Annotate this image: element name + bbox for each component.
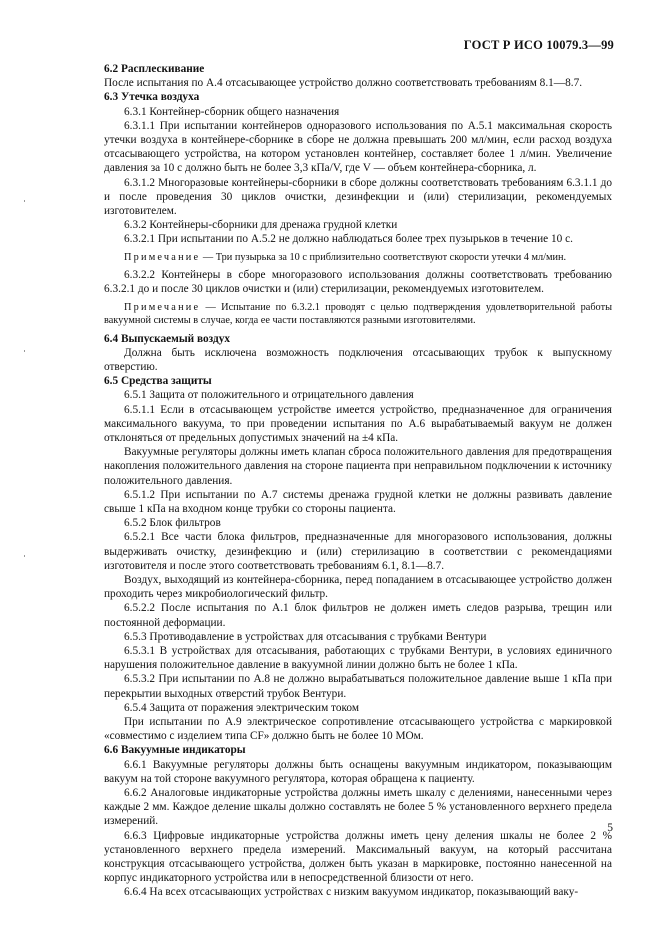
note-label: Примечание <box>124 251 201 263</box>
paragraph: Вакуумные регуляторы должны иметь клапан сброса положительного давления для предотвращения накопления положительного давления на стороне пациента при неправильном подключении к источнику положительного давления. <box>104 446 612 487</box>
note-label: Примечание <box>124 301 201 313</box>
section-heading: 6.2 Расплескивание <box>104 63 205 75</box>
paragraph: После испытания по А.4 отсасывающее устройство должно соответствовать требованиям 8.1—8.7. <box>104 77 583 90</box>
paragraph: 6.5.1.1 Если в отсасывающем устройстве имеется устройство, предназначенное для ограничения максимального вакуума, то при проведении испытания по А.6 вырабатываемый вакуум не должен отклоняться от предельных допустимых значений на ±4 кПа. <box>104 403 612 444</box>
paragraph: 6.3.1.1 При испытании контейнеров одноразового использования по А.5.1 максимальная скорость утечки воздуха в контейнере-сборнике в сборе не должна превышать 200 мл/мин, если расход воздуха отсасывающего устройства, на котором установлен контейнер, составляет более 1 л/мин. Увеличение давления за 10 с должно быть не более 3,3 кПа/V, где V — объем контейнера-сборника, л. <box>104 119 612 175</box>
note-text: — Испытание по 6.3.2.1 проводят с целью подтверждения удовлетворительной работы вакуумной системы в случае, когда ее части поставляются разными изготовителями. <box>104 301 612 327</box>
page-number: 5 <box>607 822 613 834</box>
paragraph: 6.6.4 На всех отсасывающих устройствах с низким вакуумом индикатор, показывающий ваку- <box>124 886 579 899</box>
section-heading: 6.6 Вакуумные индикаторы <box>104 744 246 757</box>
note <box>104 251 612 265</box>
document-body <box>104 62 612 900</box>
section-heading: 6.5 Средства защиты <box>104 375 212 388</box>
paragraph: Должна быть исключена возможность подключения отсасывающих трубок к выпускному отверстию. <box>104 346 612 373</box>
section-heading: 6.4 Выпускаемый воздух <box>104 332 230 345</box>
paragraph: 6.5.2.2 После испытания по А.1 блок фильтров не должен иметь следов разрыва, трещин или постоянной деформации. <box>104 602 612 629</box>
paragraph: 6.5.3.2 При испытании по А.8 не должно вырабатываться положительное давление выше 1 кПа при перекрытии выходных отверстий трубок Вентури. <box>104 673 612 700</box>
note-text: — Три пузырька за 10 с приблизительно соответствуют скорости утечки 4 мл/мин. <box>200 251 567 263</box>
paragraph: 6.6.3 Цифровые индикаторные устройства должны иметь цену деления шкалы не более 2 % установленного верхнего предела измерений. Максимальный вакуум, на который рассчитана конструкция отсасывающего устройства, должен быть указан в маркировке, постоянно нанесенной на корпус индикаторного устройства или в непосредственной близости от него. <box>104 829 612 885</box>
scan-mark <box>24 200 25 202</box>
paragraph: 6.5.2 Блок фильтров <box>124 517 221 530</box>
scan-mark <box>24 350 25 352</box>
section-heading: 6.3 Утечка воздуха <box>104 91 200 104</box>
paragraph: При испытании по А.9 электрическое сопротивление отсасывающего устройства с маркировкой «совместимо с изделием типа CF» должно быть не более 10 МОм. <box>104 716 612 743</box>
scan-mark <box>24 555 25 557</box>
paragraph: 6.5.3 Противодавление в устройствах для отсасывания с трубками Вентури <box>124 630 487 643</box>
paragraph: 6.3.2.2 Контейнеры в сборе многоразового использования должны соответствовать требованию 6.3.2.1 до и после 30 циклов очистки и (или) стерилизации, рекомендуемых изготовителем. <box>104 269 612 296</box>
paragraph: 6.5.2.1 Все части блока фильтров, предназначенные для многоразового использования, должны выдерживать очистку, дезинфекцию и (или) стерилизацию в соответствии с рекомендациями изготовителя и после этого соответствовать требованиям 6.1, 8.1—8.7. <box>104 531 612 572</box>
paragraph: 6.3.1 Контейнер-сборник общего назначения <box>124 105 340 118</box>
paragraph: 6.6.1 Вакуумные регуляторы должны быть оснащены вакуумным индикатором, показывающим вакуум на той стороне вакуумного регулятора, которая обращена к пациенту. <box>104 758 612 785</box>
paragraph: 6.6.2 Аналоговые индикаторные устройства должны иметь шкалу с делениями, нанесенными через каждые 2 мм. Каждое деление шкалы должно составлять не более 5 % установленного верхнего предела измерений. <box>104 787 612 828</box>
paragraph: 6.5.1 Защита от положительного и отрицательного давления <box>124 389 414 402</box>
paragraph: 6.5.1.2 При испытании по А.7 системы дренажа грудной клетки не должны развивать давление свыше 1 кПа на входном конце трубки со стороны пациента. <box>104 488 612 515</box>
paragraph: 6.3.1.2 Многоразовые контейнеры-сборники в сборе должны соответствовать требованиям 6.3.1.1 до и после проведения 30 циклов очистки, дезинфекции и (или) стерилизации, рекомендуемых изготовителем. <box>104 176 612 218</box>
document-header: ГОСТ Р ИСО 10079.3—99 <box>463 38 614 52</box>
paragraph: 6.5.4 Защита от поражения электрическим током <box>124 701 359 714</box>
paragraph: 6.3.2.1 При испытании по А.5.2 не должно наблюдаться более трех пузырьков в течение 10 с. <box>124 233 573 246</box>
paragraph: 6.3.2 Контейнеры-сборники для дренажа грудной клетки <box>124 219 398 232</box>
note <box>104 301 612 328</box>
paragraph: Воздух, выходящий из контейнера-сборника, перед попаданием в отсасывающее устройство должен проходить через микробиологический фильтр. <box>104 574 612 601</box>
paragraph: 6.5.3.1 В устройствах для отсасывания, работающих с трубками Вентури, в условиях единичного нарушения положительное давление в вакуумной линии должно быть не более 1 кПа. <box>104 645 612 672</box>
